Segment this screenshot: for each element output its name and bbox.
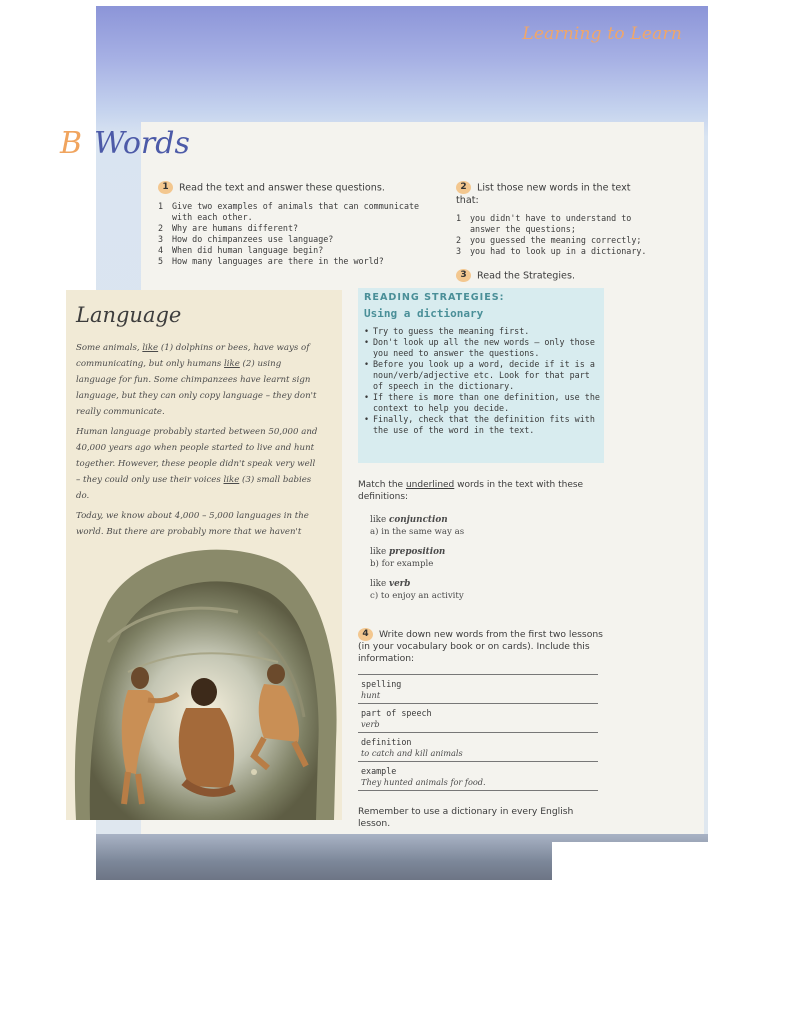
reading-text [76,340,318,560]
reading-title: Language [76,303,182,327]
list-item: • Try to guess the meaning first. [364,326,602,337]
list-item: • Finally, check that the definition fits with the use of the word in the text. [364,414,602,436]
task-number-badge: 2 [456,181,471,194]
definition-text: c) to enjoy an activity [370,591,464,601]
list-item: • If there is more than one definition, use the context to help you decide. [364,392,602,414]
task-number-badge: 1 [158,181,173,194]
task-1-questions [158,201,442,267]
task-1-heading [158,181,442,195]
task-3-instruction: Read the Strategies. [477,270,575,282]
reading-paragraph-3: Today, we know about 4,000 – 5,000 languages in the world. But there are probably more that we haven't [76,511,309,537]
table-row: part of speech verb [358,704,598,733]
match-instruction: Match the underlined words in the text with these definitions: [358,480,584,502]
task-2-heading [456,181,656,207]
definition-text: b) for example [370,559,434,569]
section-title [60,126,190,161]
list-item: 2 you guessed the meaning correctly; [456,234,642,245]
remember-note: Remember to use a dictionary in every English lesson. [358,806,574,829]
task-2-instruction: List those new words in the text that: [456,182,631,206]
strategies-list [364,326,602,436]
definitions-list [370,514,600,610]
section-letter: B [60,126,83,161]
list-item: • Don't look up all the new words – only those you need to answer the questions. [364,337,602,359]
underlined-word: like [142,343,159,353]
definition-entry: like preposition [370,547,446,557]
list-item: 1 Give two examples of animals that can communicate with each other. [158,200,420,222]
table-row: spelling hunt [358,675,598,704]
task-3 [456,269,656,283]
task-2 [456,181,656,257]
bottom-white-patch [552,842,708,880]
list-item: 4 When did human language begin? [158,244,324,255]
strategies-subheading: Using a dictionary [364,307,484,320]
list-item: 3 How do chimpanzees use language? [158,233,334,244]
definition-text: a) in the same way as [370,527,465,537]
task-2-items [456,213,656,257]
underlined-word: underlined [405,480,455,490]
task-4 [358,628,604,665]
list-item: • Before you look up a word, decide if it is a noun/verb/adjective etc. Look for that part of speech in the dictionary. [364,359,602,392]
table-row: definition to catch and kill animals [358,733,598,762]
reading-paragraph-2: Human language probably started between 50,000 and 40,000 years ago when people started to live and hunt together. However, these people didn't speak very well – they could only use their voices like (3) small babies do. [76,427,318,501]
definition-entry: like conjunction [370,515,448,525]
strategies-heading: READING STRATEGIES: [364,292,505,303]
underlined-word: like [223,475,240,485]
task-1-instruction: Read the text and answer these questions. [179,182,385,194]
task-4-instruction: Write down new words from the first two lessons (in your vocabulary book or on cards). Include this information: [358,629,603,664]
underlined-word: like [224,359,240,369]
list-item: 1 you didn't have to understand to answer the questions; [456,212,632,234]
task-1 [158,181,442,267]
page-header-title: Learning to Learn [522,24,682,44]
word-info-table [358,674,598,791]
reading-paragraph-1: Some animals, like (1) dolphins or bees, have ways of communicating, but only humans like (2) using language for fun. Some chimpanzees have learnt sign language, but they can only copy language – they don't really communicate. [76,343,317,417]
list-item: 2 Why are humans different? [158,222,299,233]
list-item: 3 you had to look up in a dictionary. [456,245,647,256]
table-row: example They hunted animals for food. [358,762,598,791]
cave-people-picture [68,542,342,820]
section-word: Words [94,126,190,161]
task-number-badge: 3 [456,269,471,282]
definition-entry: like verb [370,579,411,589]
task-number-badge: 4 [358,628,373,641]
cave-illustration [68,542,342,820]
list-item: 5 How many languages are there in the world? [158,255,384,266]
